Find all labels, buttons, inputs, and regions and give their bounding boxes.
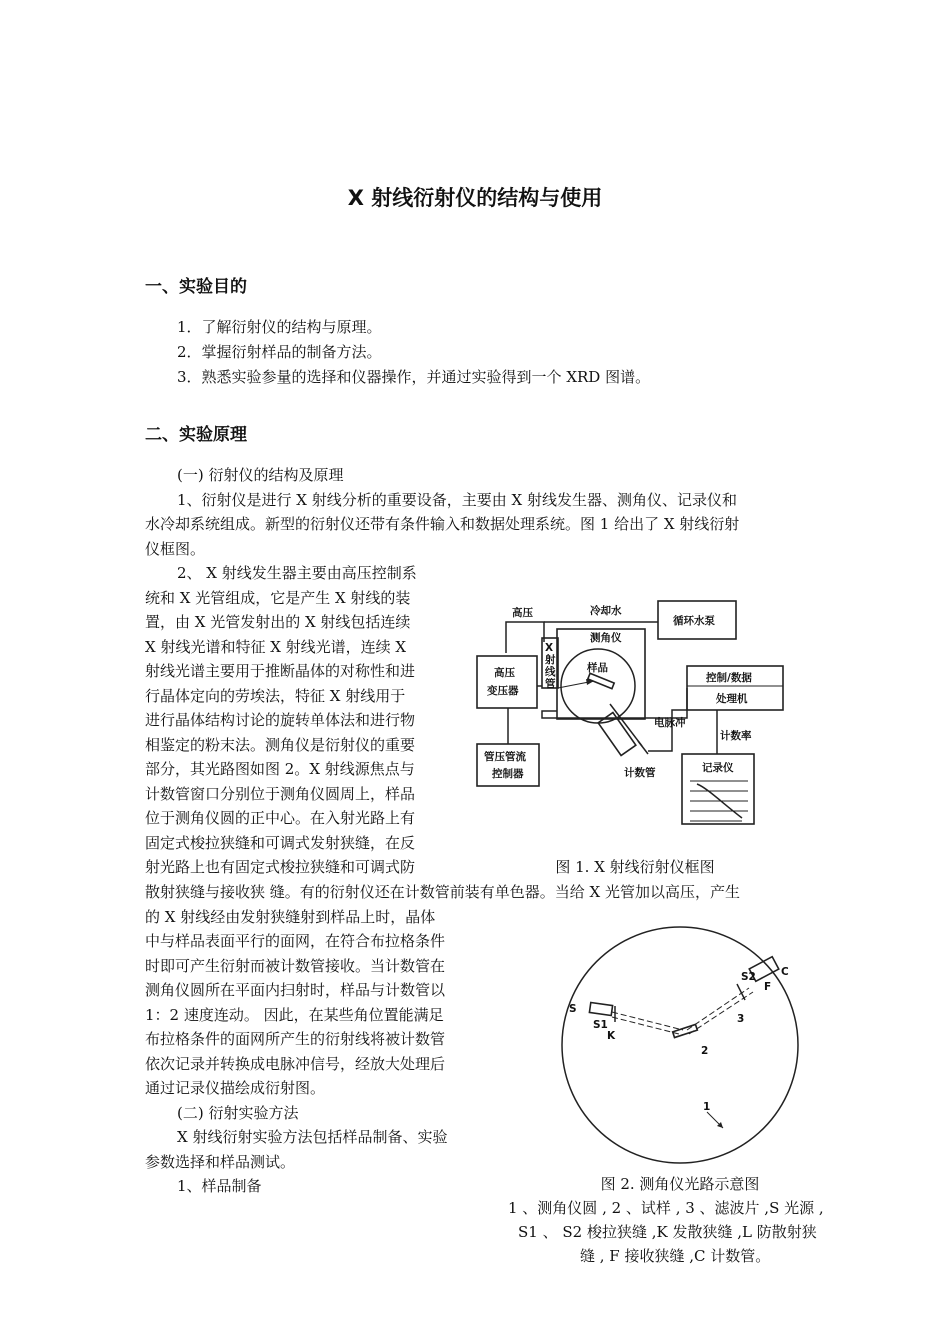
paragraph-line: X 射线衍射实验方法包括样品制备、实验 [177,1128,448,1146]
svg-text:处理机: 处理机 [716,693,748,705]
subheading-method: (二) 衍射实验方法 [177,1104,299,1122]
paragraph-line: 进行晶体结构讨论的旋转单体法和进行物 [145,711,416,729]
svg-text:线: 线 [545,666,556,678]
fig1-label-transformer: 高压 [494,667,515,679]
fig2-mark-2: 2 [701,1045,709,1057]
figure2-goniometer-diagram [555,920,805,1170]
fig2-mark-k: K [607,1030,616,1042]
svg-text:控制器: 控制器 [492,768,524,780]
paragraph-line: 2、 X 射线发生器主要由高压控制系 [177,564,417,582]
list-item: 1、样品制备 [177,1177,262,1195]
list-item: 2．掌握衍射样品的制备方法。 [177,343,382,361]
fig2-mark-3: 3 [737,1013,745,1025]
paragraph-line: 测角仪圆所在平面内扫射时，样品与计数管以 [145,981,446,999]
fig2-mark-c: C [781,966,789,978]
svg-text:管: 管 [545,678,556,690]
list-item: 1．了解衍射仪的结构与原理。 [177,318,382,336]
paragraph-line: 相鉴定的粉末法。测角仪是衍射仪的重要 [145,736,416,754]
fig1-label-sample: 样品 [587,662,608,674]
paragraph-line: 部分，其光路图如图 2。X 射线源焦点与 [145,760,415,778]
paragraph-line: 计数管窗口分别位于测角仪圆周上，样品 [145,785,416,803]
figure1-caption: 图 1. X 射线衍射仪框图 [555,858,715,876]
paragraph-line: 布拉格条件的面网所产生的衍射线将被计数管 [145,1030,446,1048]
paragraph-line: 行晶体定向的劳埃法，特征 X 射线用于 [145,687,406,705]
paragraph-line: 散射狭缝与接收狭 缝。有的衍射仪还在计数管前装有单色器。当给 X 光管加以高压，产生 [145,883,740,901]
paragraph-line: 置，由 X 光管发射出的 X 射线包括连续 [145,613,411,631]
fig2-mark-1: 1 [703,1101,711,1113]
fig1-label-xtube: X [545,642,554,654]
paragraph-line: 射光路上也有固定式梭拉狭缝和可调式防 [145,858,416,876]
paragraph-line: 固定式梭拉狭缝和可调式发射狭缝，在反 [145,834,416,852]
figure2-legend-line: S1 、 S2 梭拉狭缝 ,K 发散狭缝 ,L 防散射狭 [518,1223,817,1241]
fig2-mark-s: S [569,1003,577,1015]
paragraph-line: 通过记录仪描绘成衍射图。 [145,1079,326,1097]
subheading-structure: (一) 衍射仪的结构及原理 [177,466,344,484]
paragraph-line: 统和 X 光管组成，它是产生 X 射线的装 [145,589,411,607]
fig1-label-recorder: 记录仪 [702,762,734,774]
page-title: X 射线衍射仪的结构与使用 [347,186,603,210]
paragraph-line: 时即可产生衍射而被计数管接收。当计数管在 [145,957,446,975]
figure1-block-diagram [472,596,792,836]
paragraph-line: 射线光谱主要用于推断晶体的对称性和进 [145,662,416,680]
paragraph-line: 水冷却系统组成。新型的衍射仪还带有条件输入和数据处理系统。图 1 给出了 X 射线衍射 [145,515,740,533]
fig1-label-tube-controller: 管压管流 [484,751,526,763]
fig1-label-control: 控制/数据 [706,672,752,684]
paragraph-line: 中与样品表面平行的面网，在符合布拉格条件 [145,932,446,950]
fig2-mark-s2: S2 [741,971,756,983]
paragraph-line: 位于测角仪圆的正中心。在入射光路上有 [145,809,416,827]
fig1-label-pulse: 电脉冲 [654,717,686,729]
fig1-label-goniometer: 测角仪 [590,632,622,644]
svg-text:变压器: 变压器 [487,685,519,697]
fig1-label-pump: 循环水泵 [673,615,715,627]
fig1-label-countrate: 计数率 [720,730,752,742]
paragraph-line: 1、衍射仪是进行 X 射线分析的重要设备，主要由 X 射线发生器、测角仪、记录仪和 [177,491,737,509]
paragraph-line: 仪框图。 [145,540,206,558]
fig1-label-cooling: 冷却水 [590,605,622,617]
section-heading-purpose: 一、实验目的 [145,277,247,297]
fig1-label-hv: 高压 [512,607,533,619]
paragraph-line: 的 X 射线经由发射狭缝射到样品上时，晶体 [145,908,436,926]
fig2-mark-s1: S1 [593,1019,608,1031]
paragraph-line: X 射线光谱和特征 X 射线光谱，连续 X [145,638,407,656]
figure2-legend-line: 缝 , F 接收狭缝 ,C 计数管。 [580,1247,771,1265]
paragraph-line: 1：2 速度连动。 因此，在某些角位置能满足 [145,1006,444,1024]
figure2-caption: 图 2. 测角仪光路示意图 [600,1175,760,1193]
svg-text:射: 射 [545,654,556,666]
figure2-legend-line: 1 、测角仪圆 , 2 、试样 , 3 、滤波片 ,S 光源 , [508,1199,824,1217]
fig1-label-counter: 计数管 [624,767,656,779]
paragraph-line: 依次记录并转换成电脉冲信号，经放大处理后 [145,1055,446,1073]
section-heading-principle: 二、实验原理 [145,425,247,445]
fig2-mark-f: F [764,981,772,993]
paragraph-line: 参数选择和样品测试。 [145,1153,296,1171]
list-item: 3．熟悉实验参量的选择和仪器操作，并通过实验得到一个 XRD 图谱。 [177,368,651,386]
